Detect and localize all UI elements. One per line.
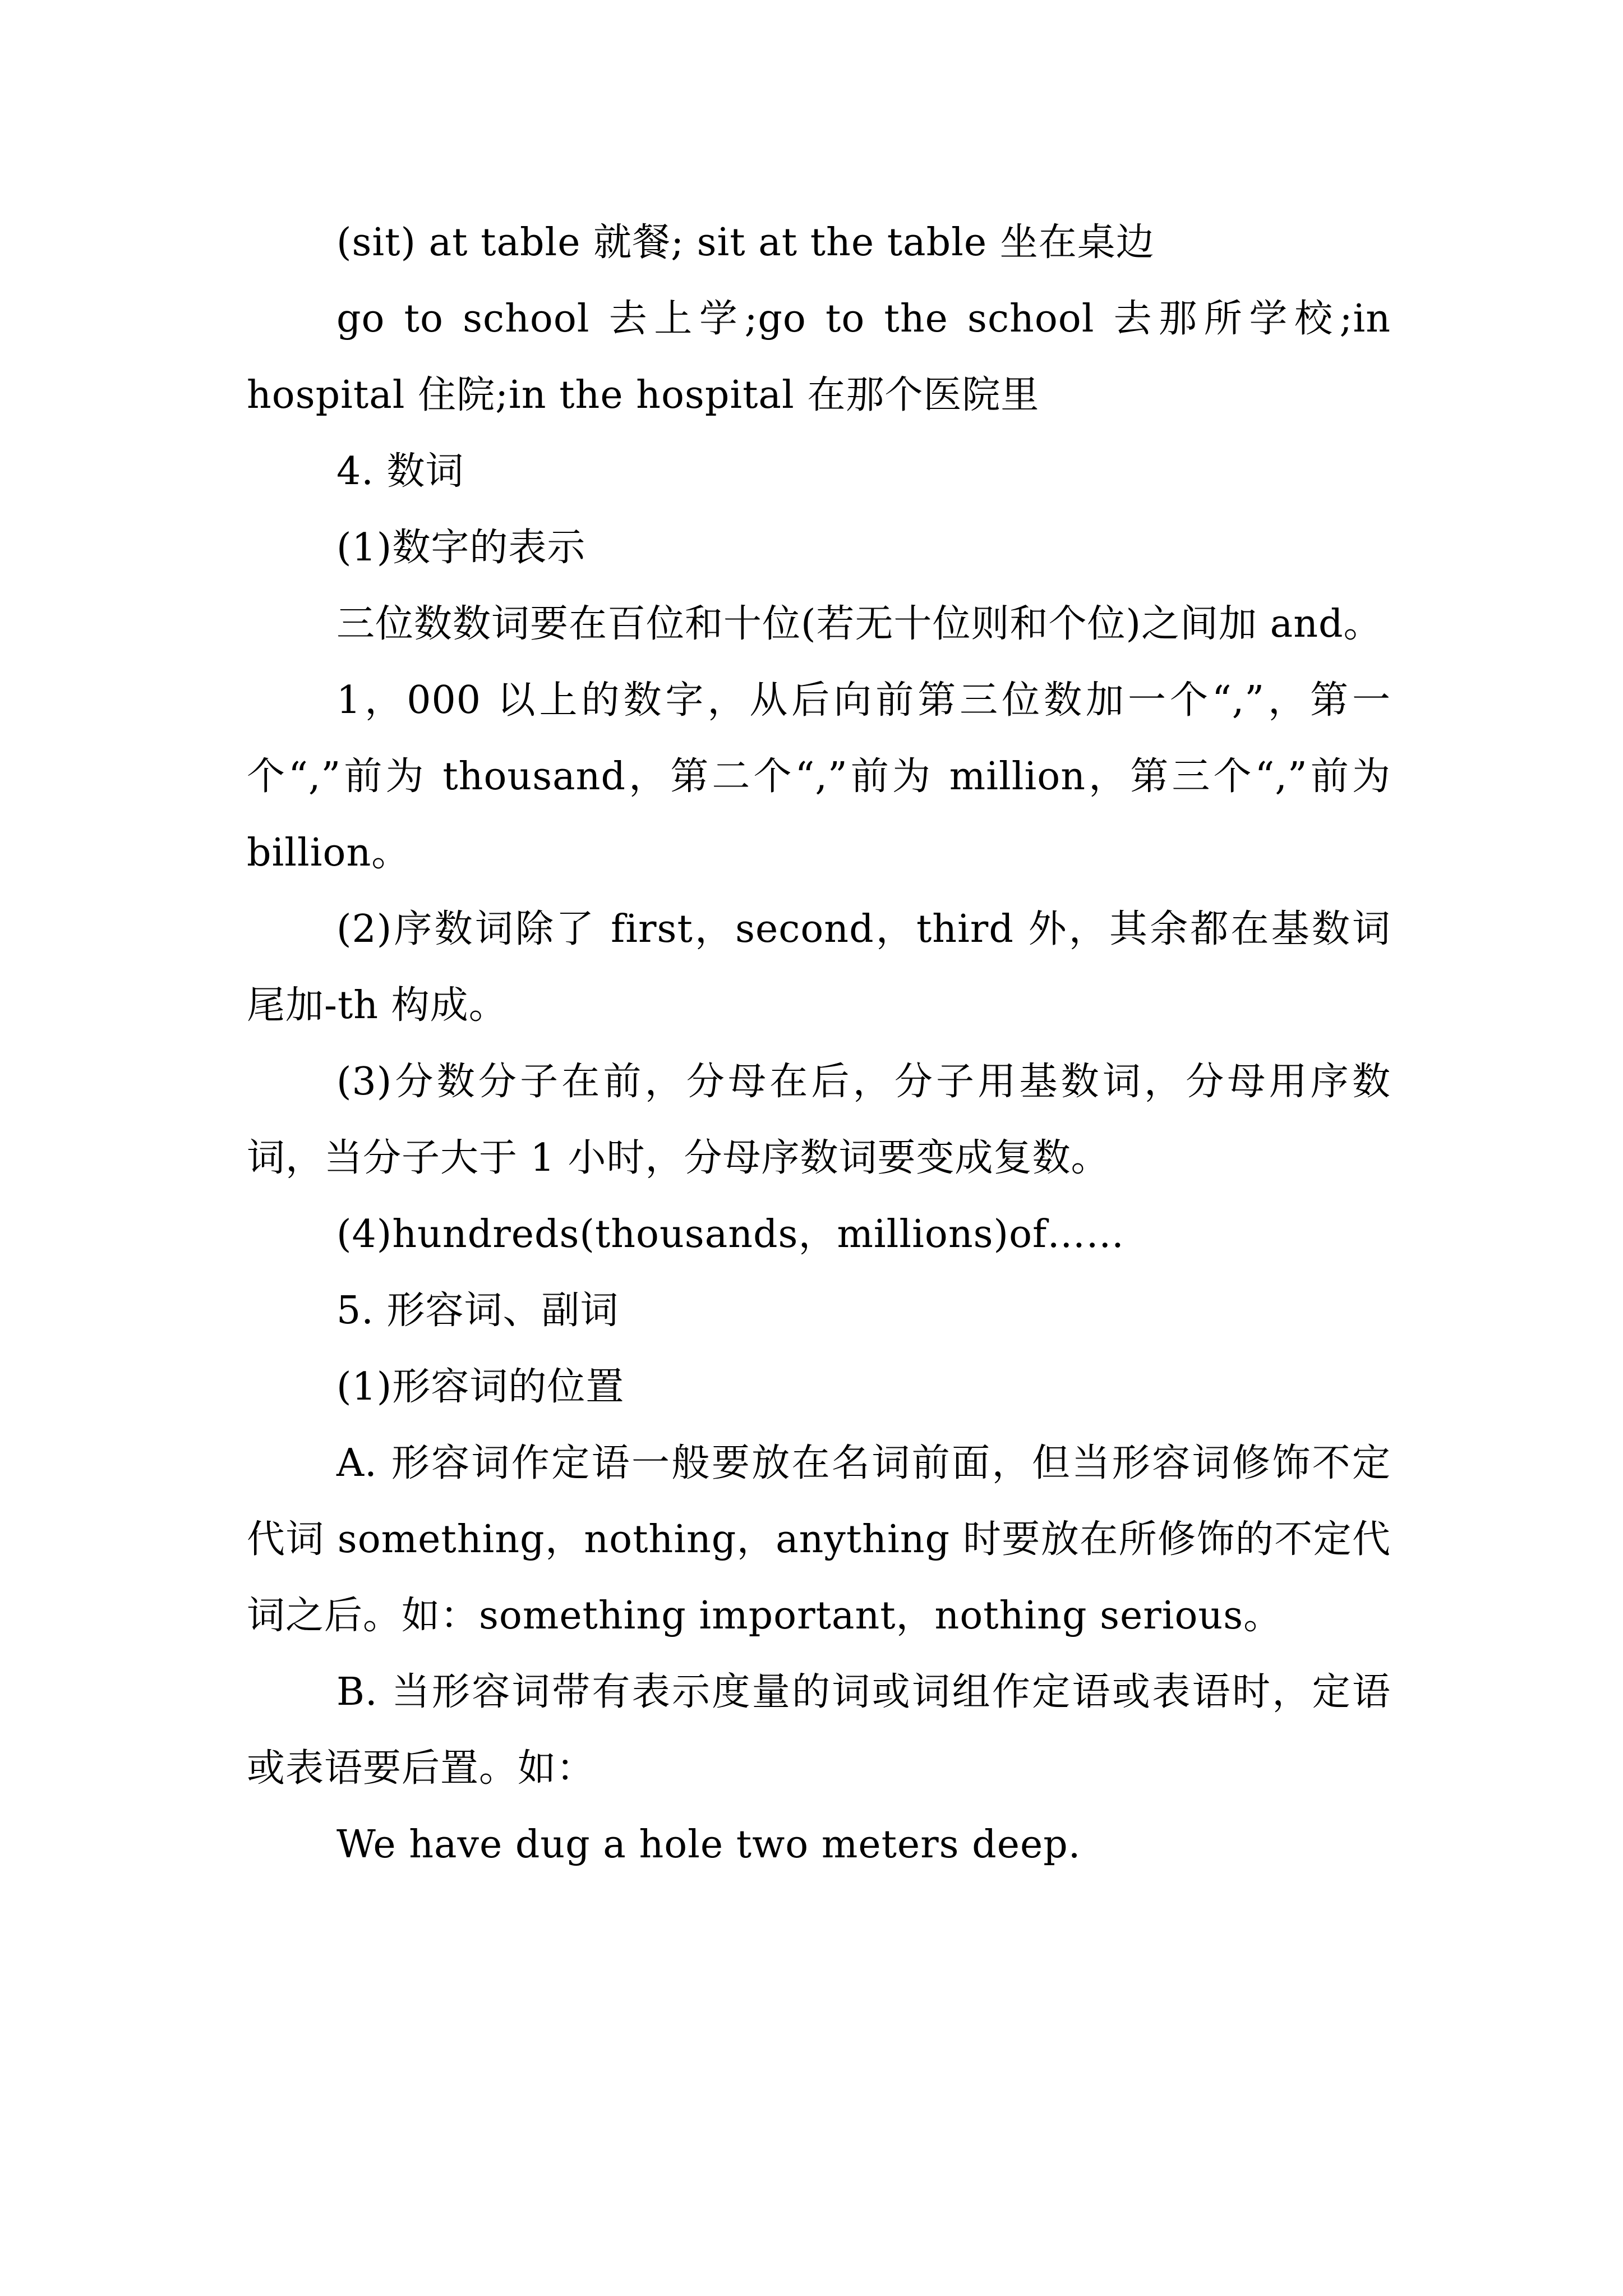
paragraph-ordinal-numbers: (2)序数词除了 first，second，third 外，其余都在基数词尾加-th 构成。 bbox=[247, 907, 1391, 1028]
heading-numerals: 4. 数词 bbox=[336, 449, 464, 494]
paragraph-hundreds-of: (4)hundreds(thousands，millions)of…… bbox=[336, 1212, 1125, 1257]
paragraph-adjective-rule-b: B. 当形容词带有表示度量的词或词组作定语或表语时，定语或表语要后置。如： bbox=[247, 1670, 1391, 1791]
heading-adjectives-adverbs: 5. 形容词、副词 bbox=[336, 1289, 619, 1333]
document-body bbox=[247, 205, 1391, 1883]
paragraph-three-digit-numbers: 三位数数词要在百位和十位(若无十位则和个位)之间加 and。 bbox=[336, 602, 1382, 646]
paragraph-fractions: (3)分数分子在前，分母在后，分子用基数词，分母用序数词，当分子大于 1 小时，分母序数词要变成复数。 bbox=[247, 1060, 1391, 1180]
paragraph-example-sentence: We have dug a hole two meters deep. bbox=[336, 1823, 1081, 1867]
paragraph-go-to-school: go to school 去上学;go to the school 去那所学校;in hospital 住院;in the hospital 在那个医院里 bbox=[247, 297, 1391, 417]
paragraph-adjective-rule-a: A. 形容词作定语一般要放在名词前面，但当形容词修饰不定代词 something，nothing，anything 时要放在所修饰的不定代词之后。如：something important，nothing serious。 bbox=[247, 1441, 1391, 1638]
paragraph-thousand-separators: 1，000 以上的数字，从后向前第三位数加一个“,”，第一个“,”前为 thousand，第二个“,”前为 million，第三个“,”前为 billion。 bbox=[247, 678, 1391, 875]
subheading-adjective-position: (1)形容词的位置 bbox=[336, 1365, 625, 1409]
subheading-number-representation: (1)数字的表示 bbox=[336, 526, 586, 570]
paragraph-sit-at-table: (sit) at table 就餐; sit at the table 坐在桌边 bbox=[336, 220, 1155, 265]
